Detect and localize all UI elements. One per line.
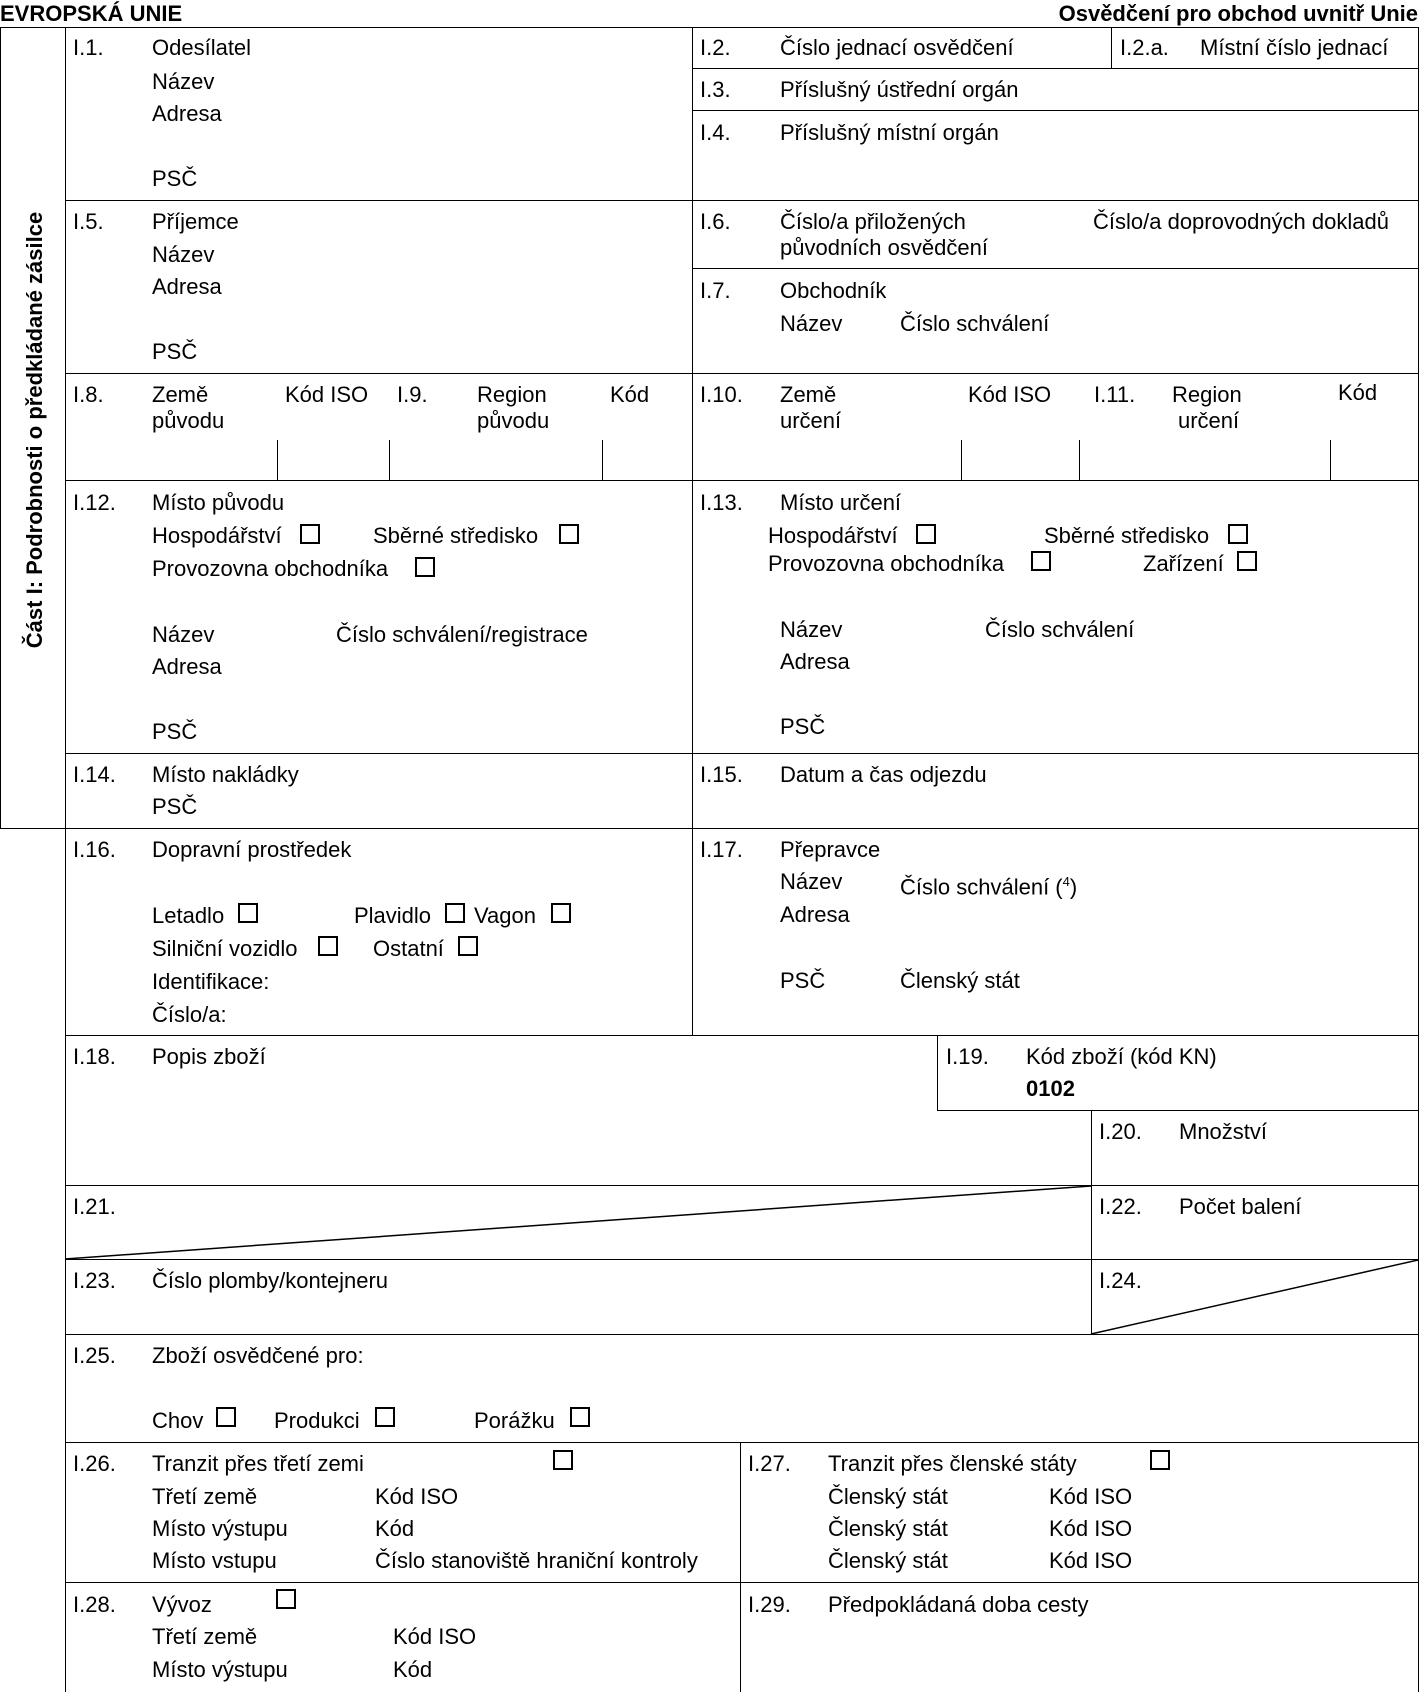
- f7-num: I.7.: [700, 278, 731, 303]
- f28-third-country: Třetí země: [152, 1624, 258, 1649]
- f2a-num: I.2.a.: [1120, 35, 1169, 60]
- f25-slaughter-checkbox[interactable]: [570, 1407, 590, 1427]
- f26-third-country: Třetí země: [152, 1484, 258, 1509]
- f12-opt-collection: Sběrné středisko: [373, 523, 539, 548]
- f19-title: Kód zboží (kód KN): [1026, 1044, 1217, 1069]
- header-right: Osvědčení pro obchod uvnitř Unie: [1058, 1, 1418, 26]
- f7-title: Obchodník: [780, 278, 887, 303]
- f27-title: Tranzit přes členské státy: [828, 1451, 1077, 1476]
- f13-approval: Číslo schválení: [985, 617, 1135, 642]
- f13-opt-dealer: Provozovna obchodníka: [768, 551, 1005, 576]
- f9-line1: Region: [477, 382, 547, 407]
- f27-iso-2: Kód ISO: [1049, 1516, 1133, 1541]
- f17-name: Název: [780, 869, 843, 894]
- f25-num: I.25.: [73, 1343, 116, 1368]
- f26-entry-point: Místo vstupu: [152, 1548, 277, 1573]
- f13-opt-farm: Hospodářství: [768, 523, 898, 548]
- f1-psc: PSČ: [152, 166, 198, 191]
- f26-checkbox[interactable]: [553, 1450, 573, 1470]
- f3-num: I.3.: [700, 77, 731, 102]
- f13-opt-collection: Sběrné středisko: [1044, 523, 1210, 548]
- f11-line2: určení: [1178, 408, 1240, 433]
- f13-establishment-checkbox[interactable]: [1237, 551, 1257, 571]
- f5-num: I.5.: [73, 209, 104, 234]
- f16-opt-wagon: Vagon: [474, 903, 536, 928]
- f14-num: I.14.: [73, 762, 116, 787]
- f9-num: I.9.: [397, 382, 428, 407]
- f13-name: Název: [780, 617, 843, 642]
- f27-num: I.27.: [748, 1451, 791, 1476]
- f13-psc: PSČ: [780, 714, 826, 739]
- f13-title: Místo určení: [780, 490, 902, 515]
- f28-exit-point: Místo výstupu: [152, 1657, 288, 1682]
- f10-line2: určení: [780, 408, 842, 433]
- f26-num: I.26.: [73, 1451, 116, 1476]
- f16-identification: Identifikace:: [152, 969, 270, 994]
- f22-num: I.22.: [1099, 1194, 1142, 1219]
- f5-title: Příjemce: [152, 209, 239, 234]
- f8-line1: Země: [152, 382, 209, 407]
- f2a-title: Místní číslo jednací: [1200, 35, 1389, 60]
- f28-iso: Kód ISO: [393, 1624, 477, 1649]
- f16-opt-aircraft: Letadlo: [152, 903, 225, 928]
- f15-num: I.15.: [700, 762, 743, 787]
- f16-title: Dopravní prostředek: [152, 837, 352, 862]
- f12-farm-checkbox[interactable]: [300, 524, 320, 544]
- f12-collection-checkbox[interactable]: [559, 524, 579, 544]
- f12-num: I.12.: [73, 490, 116, 515]
- f14-psc: PSČ: [152, 794, 198, 819]
- f5-address: Adresa: [152, 274, 222, 299]
- f9-code: Kód: [610, 382, 650, 407]
- f12-dealer-checkbox[interactable]: [415, 557, 435, 577]
- f13-farm-checkbox[interactable]: [916, 524, 936, 544]
- f28-exit-code: Kód: [393, 1657, 433, 1682]
- f9-line2: původu: [477, 408, 550, 433]
- f26-title: Tranzit přes třetí zemi: [152, 1451, 364, 1476]
- f15-title: Datum a čas odjezdu: [780, 762, 987, 787]
- f2-title: Číslo jednací osvědčení: [780, 35, 1014, 60]
- f29-num: I.29.: [748, 1592, 791, 1617]
- f1-address: Adresa: [152, 101, 222, 126]
- f7-approval: Číslo schválení: [900, 311, 1050, 336]
- f12-opt-dealer: Provozovna obchodníka: [152, 556, 389, 581]
- f23-title: Číslo plomby/kontejneru: [152, 1268, 389, 1293]
- f1-title: Odesílatel: [152, 35, 252, 60]
- f27-iso-3: Kód ISO: [1049, 1548, 1133, 1573]
- f12-opt-farm: Hospodářství: [152, 523, 282, 548]
- f16-vessel-checkbox[interactable]: [445, 903, 465, 923]
- header-left: EVROPSKÁ UNIE: [0, 1, 183, 26]
- f25-breeding-checkbox[interactable]: [216, 1407, 236, 1427]
- f8-iso: Kód ISO: [285, 382, 369, 407]
- f29-title: Předpokládaná doba cesty: [828, 1592, 1089, 1617]
- f2-num: I.2.: [700, 35, 731, 60]
- f10-iso: Kód ISO: [968, 382, 1052, 407]
- f6-title-line1: Číslo/a přiložených: [780, 209, 966, 234]
- f26-bip-number: Číslo stanoviště hraniční kontroly: [375, 1548, 698, 1573]
- f17-address: Adresa: [780, 902, 850, 927]
- f27-iso-1: Kód ISO: [1049, 1484, 1133, 1509]
- f26-iso: Kód ISO: [375, 1484, 459, 1509]
- f4-num: I.4.: [700, 120, 731, 145]
- f5-psc: PSČ: [152, 339, 198, 364]
- side-label: Část I: Podrobnosti o předkládané zásilce: [22, 211, 47, 649]
- f11-code: Kód: [1338, 380, 1378, 405]
- f17-num: I.17.: [700, 837, 743, 862]
- f21-num: I.21.: [73, 1194, 116, 1219]
- f18-title: Popis zboží: [152, 1044, 266, 1069]
- f6-title-right: Číslo/a doprovodných dokladů: [1093, 209, 1389, 234]
- f12-approval: Číslo schválení/registrace: [336, 622, 588, 647]
- f19-value: 0102: [1026, 1076, 1075, 1101]
- f16-other-checkbox[interactable]: [458, 936, 478, 956]
- f20-num: I.20.: [1099, 1119, 1142, 1144]
- f17-member-state: Členský stát: [900, 968, 1020, 993]
- f23-num: I.23.: [73, 1268, 116, 1293]
- f17-title: Přepravce: [780, 837, 881, 862]
- f16-road-vehicle-checkbox[interactable]: [318, 936, 338, 956]
- f12-psc: PSČ: [152, 719, 198, 744]
- f8-num: I.8.: [73, 382, 104, 407]
- f12-address: Adresa: [152, 654, 222, 679]
- f19-num: I.19.: [946, 1044, 989, 1069]
- f13-opt-establishment: Zařízení: [1143, 551, 1224, 576]
- f25-title: Zboží osvědčené pro:: [152, 1343, 364, 1368]
- f27-state-1: Členský stát: [828, 1484, 948, 1509]
- f11-line1: Region: [1172, 382, 1242, 407]
- f3-title: Příslušný ústřední orgán: [780, 77, 1019, 102]
- f10-line1: Země: [780, 382, 837, 407]
- f27-checkbox[interactable]: [1150, 1450, 1170, 1470]
- f27-state-2: Členský stát: [828, 1516, 948, 1541]
- f1-name: Název: [152, 69, 215, 94]
- f5-name: Název: [152, 242, 215, 267]
- f26-exit-code: Kód: [375, 1516, 415, 1541]
- f26-exit-point: Místo výstupu: [152, 1516, 288, 1541]
- f25-opt-breeding: Chov: [152, 1408, 204, 1433]
- f8-line2: původu: [152, 408, 225, 433]
- f16-num: I.16.: [73, 837, 116, 862]
- f6-title-line2: původních osvědčení: [780, 235, 988, 260]
- f7-name: Název: [780, 311, 843, 336]
- f27-state-3: Členský stát: [828, 1548, 948, 1573]
- f11-num: I.11.: [1094, 382, 1136, 407]
- f16-wagon-checkbox[interactable]: [551, 903, 571, 923]
- f28-title: Vývoz: [152, 1592, 212, 1617]
- f16-opt-other: Ostatní: [373, 936, 444, 961]
- f13-address: Adresa: [780, 649, 850, 674]
- f16-aircraft-checkbox[interactable]: [238, 903, 258, 923]
- f16-opt-vessel: Plavidlo: [354, 903, 432, 928]
- f25-production-checkbox[interactable]: [375, 1407, 395, 1427]
- f13-dealer-checkbox[interactable]: [1031, 551, 1051, 571]
- f1-num: I.1.: [73, 35, 104, 60]
- f16-numbers: Číslo/a:: [152, 1002, 227, 1027]
- f13-collection-checkbox[interactable]: [1228, 524, 1248, 544]
- f28-checkbox[interactable]: [276, 1589, 296, 1609]
- f4-title: Příslušný místní orgán: [780, 120, 999, 145]
- f25-opt-production: Produkci: [274, 1408, 360, 1433]
- f17-psc: PSČ: [780, 968, 826, 993]
- f28-num: I.28.: [73, 1592, 116, 1617]
- f24-num: I.24.: [1099, 1268, 1142, 1293]
- f12-title: Místo původu: [152, 490, 285, 515]
- f17-approval: Číslo schválení ($^4$): [900, 874, 1078, 900]
- f18-num: I.18.: [73, 1044, 116, 1069]
- f14-title: Místo nakládky: [152, 762, 299, 787]
- f16-opt-road-vehicle: Silniční vozidlo: [152, 936, 298, 961]
- f10-num: I.10.: [700, 382, 743, 407]
- f25-opt-slaughter: Porážku: [474, 1408, 555, 1433]
- f12-name: Název: [152, 622, 215, 647]
- f21-diagonal: [65, 1186, 1091, 1259]
- f6-num: I.6.: [700, 209, 731, 234]
- f13-num: I.13.: [700, 490, 743, 515]
- f22-title: Počet balení: [1179, 1194, 1302, 1219]
- f20-title: Množství: [1179, 1119, 1268, 1144]
